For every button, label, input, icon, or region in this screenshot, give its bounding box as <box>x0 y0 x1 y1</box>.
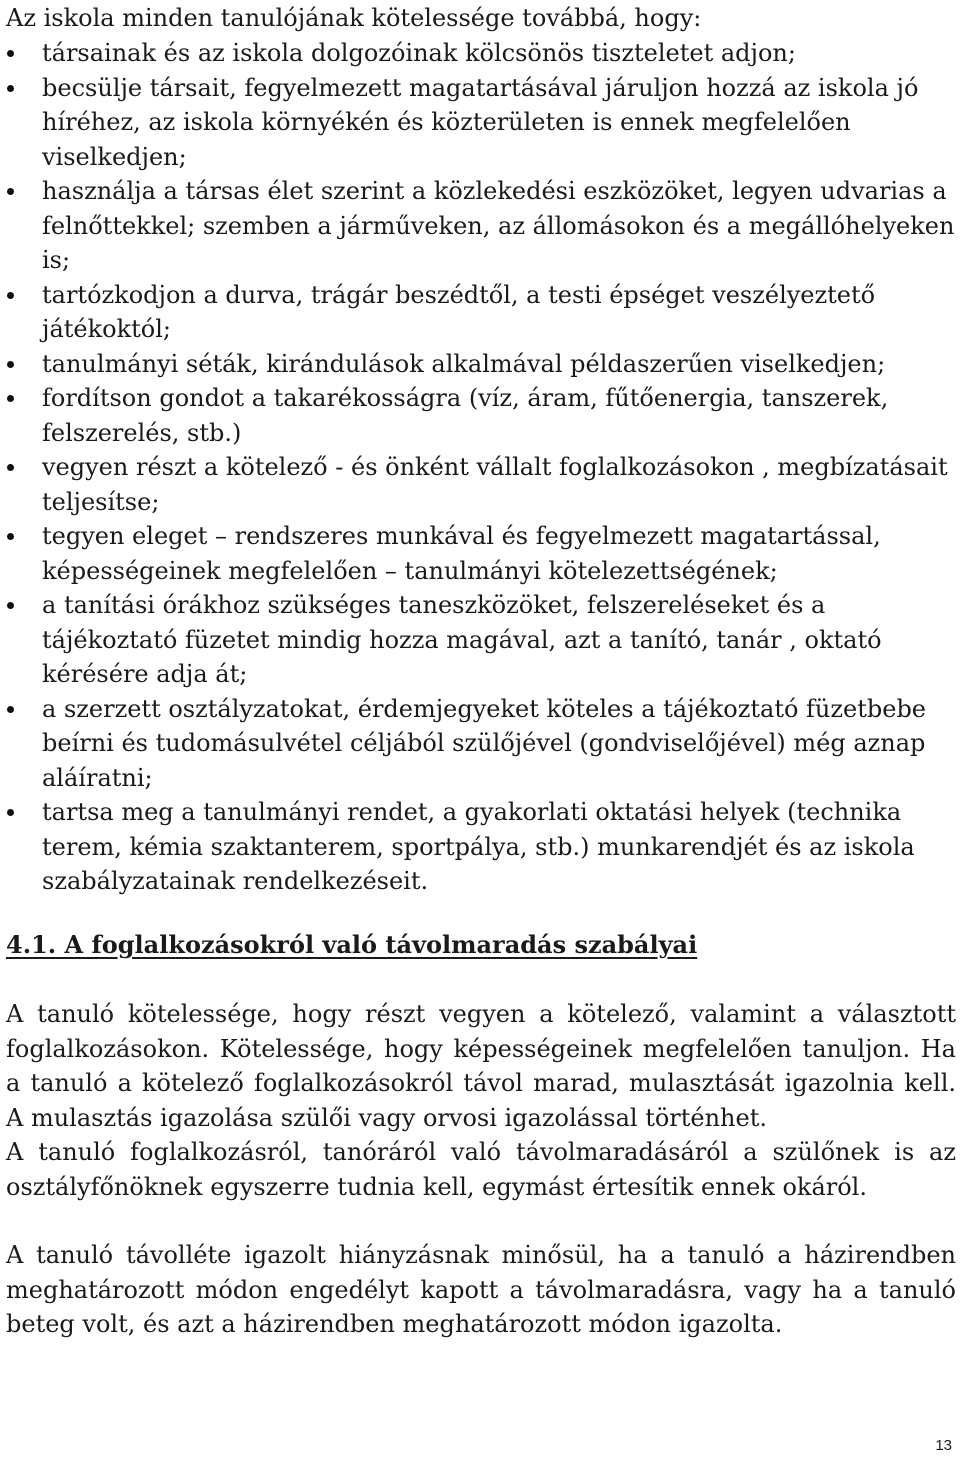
bullet-icon <box>7 602 14 609</box>
list-item <box>0 519 955 588</box>
bullet-icon <box>7 533 14 540</box>
list-item <box>0 71 955 175</box>
list-item <box>0 36 955 71</box>
paragraph: A tanuló távolléte igazolt hiányzásnak minősül, ha a tanuló a házirendben meghatározott módon engedélyt kapott a távolmaradásra, vagy ha a tanuló beteg volt, és azt a házirendben meghatározott módon igazolta. <box>6 1241 956 1338</box>
list-item <box>0 588 955 692</box>
bullet-icon <box>7 85 14 92</box>
duties-list <box>0 36 955 899</box>
list-item <box>0 174 955 278</box>
bullet-icon <box>7 395 14 402</box>
list-item-text: tartózkodjon a durva, trágár beszédtől, a testi épséget veszélyeztető játékoktól; <box>42 280 876 343</box>
bullet-icon <box>7 361 14 368</box>
bullet-icon <box>7 292 14 299</box>
list-item <box>0 795 955 899</box>
list-item-text: a tanítási órákhoz szükséges taneszközöket, felszereléseket és a tájékoztató füzetet mindig hozza magával, azt a tanító, tanár , oktató kérésére adja át; <box>42 591 882 688</box>
list-item <box>0 278 955 347</box>
list-item-text: vegyen részt a kötelező - és önként vállalt foglalkozásokon , megbízatásait teljesítse; <box>42 453 948 516</box>
page-number: 13 <box>935 1437 952 1454</box>
list-item-text: a szerzett osztályzatokat, érdemjegyeket köteles a tájékoztató füzetbebe beírni és tudomásulvétel céljából szülőjével (gondviselőjével) még aznap aláíratni; <box>42 694 927 792</box>
paragraph: A tanuló kötelessége, hogy részt vegyen a kötelező, valamint a választott foglalkozásokon. Kötelessége, hogy képességeinek megfelelően tanuljon. Ha a tanuló a kötelező foglalkozásokról távol marad, mulasztását igazolnia kell. A mulasztás igazolása szülői vagy orvosi igazolással történhet. <box>6 1000 956 1132</box>
list-item-text: használja a társas élet szerint a közlekedési eszközöket, legyen udvarias a felnőttekkel; szemben a járműveken, az állomásokon és a megállóhelyeken is; <box>42 177 955 274</box>
section-heading: 4.1. A foglalkozásokról való távolmaradás szabályai <box>6 930 698 959</box>
bullet-icon <box>7 188 14 195</box>
bullet-icon <box>7 809 14 816</box>
list-item <box>0 450 955 519</box>
bullet-icon <box>7 706 14 713</box>
bullet-icon <box>7 50 14 57</box>
list-item-text: becsülje társait, fegyelmezett magatartásával járuljon hozzá az iskola jó híréhez, az iskola környékén és közterületen is ennek megfelelően viselkedjen; <box>42 73 919 171</box>
bullet-icon <box>7 464 14 471</box>
list-item-text: tanulmányi séták, kirándulások alkalmával példaszerűen viselkedjen; <box>42 349 886 378</box>
list-item <box>0 692 955 796</box>
list-item-text: tartsa meg a tanulmányi rendet, a gyakorlati oktatási helyek (technika terem, kémia szaktanterem, sportpálya, stb.) munkarendjét és az iskola szabályzatainak rendelkezéseit. <box>42 798 915 895</box>
list-item <box>0 347 955 382</box>
list-item <box>0 381 955 450</box>
intro-text: Az iskola minden tanulójának kötelessége továbbá, hogy: <box>6 4 702 32</box>
list-item-text: fordítson gondot a takarékosságra (víz, áram, fűtőenergia, tanszerek, felszerelés, stb.) <box>42 384 889 447</box>
paragraph: A tanuló foglalkozásról, tanóráról való távolmaradásáról a szülőnek is az osztályfőnöknek egyszerre tudnia kell, egymást értesítik ennek okáról. <box>6 1138 956 1201</box>
list-item-text: tegyen eleget – rendszeres munkával és fegyelmezett magatartással, képességeinek megfelelően – tanulmányi kötelezettségének; <box>42 522 881 585</box>
list-item-text: társainak és az iskola dolgozóinak kölcsönös tiszteletet adjon; <box>42 39 796 67</box>
